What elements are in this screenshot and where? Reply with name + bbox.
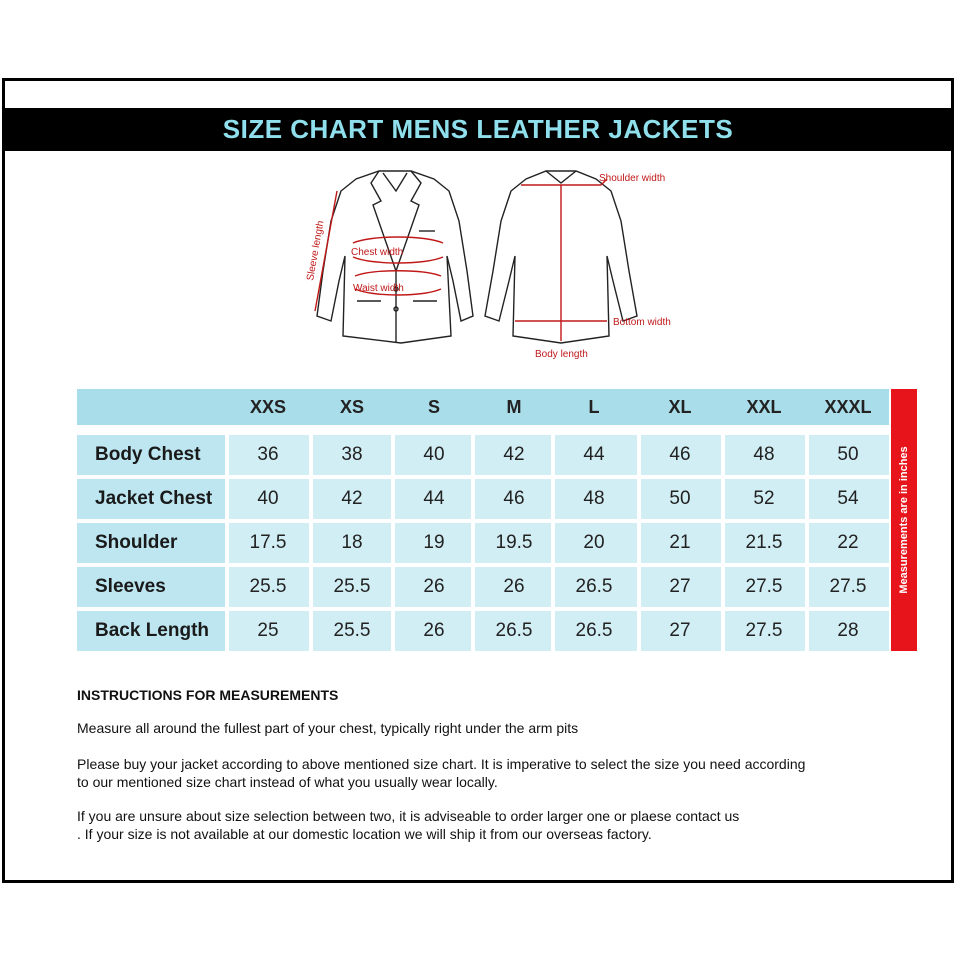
table-cell: 48 (583, 488, 605, 509)
size-header-s: S (427, 396, 440, 417)
size-header-xxl: XXL (746, 396, 782, 417)
title-bar (5, 108, 951, 151)
table-cell: 54 (837, 488, 859, 509)
jacket-back-illustration (481, 161, 691, 371)
table-cell: 17.5 (249, 532, 287, 553)
table-cell: 52 (753, 488, 775, 509)
waist-width-label: Waist width (353, 283, 404, 294)
row-label: Sleeves (77, 567, 227, 607)
table-cell: 26 (503, 576, 525, 597)
units-note: Measurements are in inches (898, 446, 910, 594)
table-cell: 20 (583, 532, 605, 553)
table-cell: 21.5 (745, 532, 783, 553)
row-label: Back Length (77, 611, 227, 651)
instruction-unsure: If you are unsure about size selection between two, it is adviseable to order larger one or plaese contact us (77, 808, 740, 824)
size-header-xs: XS (339, 396, 364, 417)
table-cell: 44 (423, 488, 445, 509)
table-cell: 26.5 (495, 620, 533, 641)
size-header-xxxl: XXXL (824, 396, 872, 417)
units-note-bar (891, 389, 917, 651)
table-cell: 42 (341, 488, 363, 509)
shoulder-width-label: Shoulder width (599, 173, 666, 184)
size-header-m: M (506, 396, 522, 417)
table-cell: 46 (503, 488, 525, 509)
row-label: Jacket Chest (77, 479, 227, 519)
table-row (77, 567, 889, 607)
table-cell: 40 (423, 444, 445, 465)
instruction-overseas: . If your size is not available at our domestic location we will ship it from our overseas factory. (77, 826, 652, 842)
body-length-label: Body length (535, 349, 588, 360)
table-cell: 19 (423, 532, 445, 553)
table-cell: 28 (837, 620, 859, 641)
table-cell: 27.5 (745, 620, 783, 641)
table-cell: 38 (341, 444, 363, 465)
table-cell: 50 (669, 488, 691, 509)
table-cell: 27 (669, 620, 691, 641)
chest-width-label: Chest width (351, 247, 404, 258)
table-cell: 42 (503, 444, 525, 465)
instruction-buy-line-2: to our mentioned size chart instead of what you usually wear locally. (77, 774, 498, 790)
instructions-heading: INSTRUCTIONS FOR MEASUREMENTS (77, 687, 339, 703)
jacket-front-illustration (301, 161, 476, 371)
size-table (77, 389, 917, 651)
table-row (77, 435, 889, 475)
table-cell: 27.5 (829, 576, 867, 597)
table-cell: 19.5 (495, 532, 533, 553)
table-cell: 21 (669, 532, 691, 553)
table-cell: 18 (341, 532, 363, 553)
table-cell: 46 (669, 444, 691, 465)
table-cell: 26.5 (575, 576, 613, 597)
table-cell: 48 (753, 444, 775, 465)
row-label: Shoulder (77, 523, 227, 563)
table-cell: 27 (669, 576, 691, 597)
instruction-chest: Measure all around the fullest part of your chest, typically right under the arm pits (77, 720, 579, 736)
size-chart-frame (2, 78, 954, 883)
size-header-l: L (588, 396, 600, 417)
table-cell: 44 (583, 444, 605, 465)
size-header-xxs: XXS (249, 396, 287, 417)
sleeve-length-label: Sleeve length (305, 219, 327, 282)
table-cell: 25 (257, 620, 279, 641)
table-cell: 25.5 (333, 576, 371, 597)
table-cell: 27.5 (745, 576, 783, 597)
instruction-buy-line-1: Please buy your jacket according to above mentioned size chart. It is imperative to select the size you need according (77, 756, 806, 772)
size-header-xl: XL (668, 396, 692, 417)
row-label: Body Chest (77, 435, 227, 475)
page-title: SIZE CHART MENS LEATHER JACKETS (222, 114, 734, 144)
table-cell: 50 (837, 444, 859, 465)
bottom-width-label: Bottom width (613, 317, 671, 328)
table-row (77, 523, 889, 563)
table-cell: 25.5 (333, 620, 371, 641)
table-header-row (77, 389, 889, 425)
table-cell: 22 (837, 532, 859, 553)
table-cell: 26 (423, 620, 445, 641)
table-cell: 25.5 (249, 576, 287, 597)
table-cell: 36 (257, 444, 279, 465)
table-row (77, 611, 889, 651)
table-cell: 40 (257, 488, 279, 509)
table-cell: 26.5 (575, 620, 613, 641)
table-cell: 26 (423, 576, 445, 597)
table-row (77, 479, 889, 519)
